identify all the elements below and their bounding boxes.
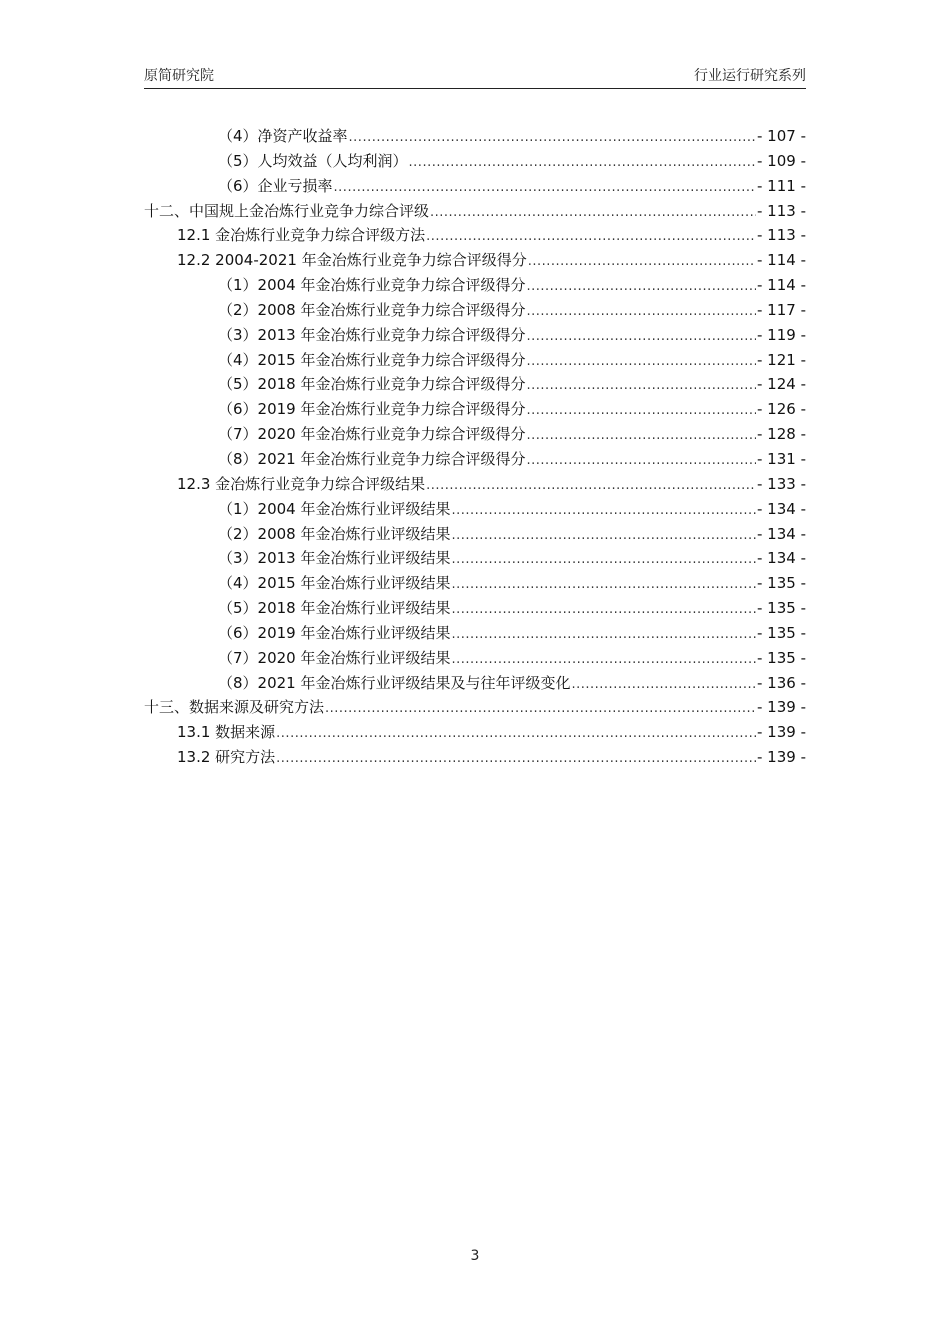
toc-entry-title: （2）2008 年金冶炼行业竞争力综合评级得分 [218,300,526,319]
toc-entry[interactable] [144,646,806,671]
toc-dot-leader [452,499,757,524]
toc-entry-page: - 117 - [757,300,806,319]
toc-dot-leader [334,176,756,201]
toc-entry-title: 12.2 2004-2021 年金冶炼行业竞争力综合评级得分 [177,251,527,270]
toc-entry[interactable] [144,273,806,298]
toc-dot-leader [426,225,756,250]
toc-entry-title: （6）企业亏损率 [218,176,333,195]
toc-entry-page: - 114 - [757,251,806,270]
toc-entry[interactable] [144,174,806,199]
toc-entry-page: - 134 - [757,499,806,518]
toc-entry-title: （6）2019 年金冶炼行业评级结果 [218,623,451,642]
toc-entry-title: （4）2015 年金冶炼行业评级结果 [218,574,451,593]
toc-entry-page: - 126 - [757,400,806,419]
toc-entry-title: 十二、中国规上金冶炼行业竞争力综合评级 [144,201,430,220]
toc-dot-leader [527,449,757,474]
toc-entry-page: - 135 - [757,574,806,593]
toc-dot-leader [452,548,757,573]
toc-entry[interactable] [144,149,806,174]
toc-entry[interactable] [144,124,806,149]
toc-entry[interactable] [144,323,806,348]
header-series-name: 行业运行研究系列 [694,68,806,84]
toc-dot-leader [527,399,757,424]
toc-entry-page: - 113 - [757,201,806,220]
toc-entry[interactable] [144,472,806,497]
toc-entry[interactable] [144,298,806,323]
toc-dot-leader [527,374,757,399]
toc-dot-leader [452,524,757,549]
toc-entry[interactable] [144,671,806,696]
toc-dot-leader [527,325,757,350]
toc-entry[interactable] [144,199,806,224]
toc-entry-title: （5）人均效益（人均利润） [218,151,408,170]
toc-entry-page: - 121 - [757,350,806,369]
toc-entry-title: （3）2013 年金冶炼行业竞争力综合评级得分 [218,325,526,344]
toc-entry-title: （2）2008 年金冶炼行业评级结果 [218,524,451,543]
toc-dot-leader [527,350,757,375]
toc-dot-leader [325,697,756,722]
toc-entry[interactable] [144,571,806,596]
toc-entry-page: - 135 - [757,599,806,618]
toc-entry-page: - 135 - [757,623,806,642]
toc-entry[interactable] [144,372,806,397]
toc-entry-title: （1）2004 年金冶炼行业竞争力综合评级得分 [218,276,526,295]
toc-entry[interactable] [144,695,806,720]
toc-entry-page: - 139 - [757,723,806,742]
toc-entry-title: （7）2020 年金冶炼行业评级结果 [218,648,451,667]
toc-entry[interactable] [144,522,806,547]
toc-entry-page: - 109 - [757,151,806,170]
toc-entry-title: （3）2013 年金冶炼行业评级结果 [218,549,451,568]
toc-entry-title: 13.2 研究方法 [177,748,276,767]
toc-entry[interactable] [144,223,806,248]
page-header [144,66,806,89]
toc-dot-leader [276,722,756,747]
toc-entry-page: - 124 - [757,375,806,394]
toc-entry[interactable] [144,497,806,522]
toc-dot-leader [527,275,757,300]
toc-entry[interactable] [144,546,806,571]
toc-entry-title: 12.3 金冶炼行业竞争力综合评级结果 [177,474,426,493]
toc-entry-title: （7）2020 年金冶炼行业竞争力综合评级得分 [218,425,526,444]
toc-dot-leader [430,201,756,226]
header-org-name: 原简研究院 [144,68,214,84]
toc-dot-leader [452,623,757,648]
toc-dot-leader [527,424,757,449]
toc-entry[interactable] [144,348,806,373]
toc-dot-leader [527,300,757,325]
toc-dot-leader [452,648,757,673]
toc-dot-leader [426,474,756,499]
toc-dot-leader [528,250,756,275]
toc-dot-leader [572,673,757,698]
toc-dot-leader [276,747,756,772]
toc-entry[interactable] [144,745,806,770]
toc-entry[interactable] [144,447,806,472]
toc-entry-title: （5）2018 年金冶炼行业评级结果 [218,599,451,618]
toc-entry-page: - 134 - [757,549,806,568]
toc-entry-page: - 139 - [757,698,806,717]
toc-dot-leader [452,573,757,598]
toc-entry[interactable] [144,596,806,621]
toc-entry[interactable] [144,422,806,447]
toc-entry-title: 13.1 数据来源 [177,723,276,742]
toc-dot-leader [409,151,756,176]
toc-entry-title: （4）净资产收益率 [218,127,348,145]
toc-dot-leader [452,598,757,623]
toc-entry-page: - 131 - [757,449,806,468]
page-number: 3 [470,1248,480,1264]
toc-entry[interactable] [144,720,806,745]
toc-entry-title: 十三、数据来源及研究方法 [144,698,325,717]
toc-entry-page: - 135 - [757,648,806,667]
toc-entry-title: （5）2018 年金冶炼行业竞争力综合评级得分 [218,375,526,394]
toc-entry-page: - 113 - [757,226,806,245]
toc-entry-title: （8）2021 年金冶炼行业评级结果及与往年评级变化 [218,673,571,692]
toc-entry-title: （4）2015 年金冶炼行业竞争力综合评级得分 [218,350,526,369]
toc-entry-page: - 139 - [757,748,806,767]
toc-entry-page: - 128 - [757,425,806,444]
toc-entry-title: （8）2021 年金冶炼行业竞争力综合评级得分 [218,449,526,468]
toc-dot-leader [349,126,756,151]
toc-entry-page: - 114 - [757,276,806,295]
toc-entry[interactable] [144,397,806,422]
toc-entry-page: - 111 - [757,176,806,195]
toc-entry-title: （1）2004 年金冶炼行业评级结果 [218,499,451,518]
toc-entry-page: - 136 - [757,673,806,692]
toc-entry-page: - 134 - [757,524,806,543]
toc-entry-page: - 107 - [757,127,806,145]
toc-entry-title: 12.1 金冶炼行业竞争力综合评级方法 [177,226,426,245]
toc-entry[interactable] [144,621,806,646]
toc-entry[interactable] [144,248,806,273]
toc-entry-title: （6）2019 年金冶炼行业竞争力综合评级得分 [218,400,526,419]
table-of-contents [144,124,806,770]
toc-entry-page: - 133 - [757,474,806,493]
toc-entry-page: - 119 - [757,325,806,344]
